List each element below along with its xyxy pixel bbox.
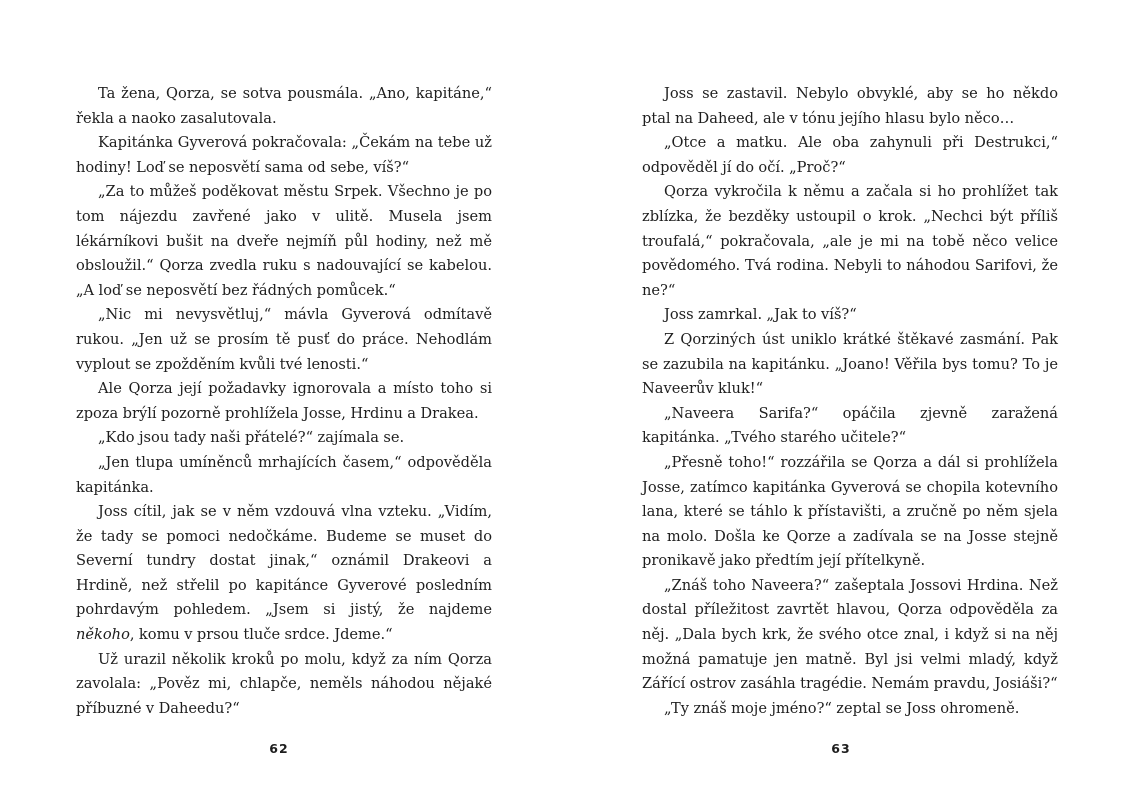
emphasized-word: někoho	[76, 626, 130, 644]
paragraph: „Za to můžeš poděkovat městu Srpek. Všechno je po tom nájezdu zavřené jako v ulitě. Musela jsem lékárníkovi bušit na dveře nejmíň půl hodiny, než mě obsloužil.“ Qorza zvedla ruku s nadouvající se kabelou. „A loď se neposvětí bez řádných pomůcek.“	[76, 183, 492, 299]
paragraph: „Přesně toho!“ rozzářila se Qorza a dál si prohlížela Josse, zatímco kapitánka Gyverová se chopila kotevního lana, které se táhlo k přístavišti, a zručně po něm sjela na molo. Došla ke Qorze a zadívala se na Josse stejně pronikavě jako předtím její přítelkyně.	[642, 453, 1058, 570]
page-number: 63	[831, 741, 851, 756]
paragraph: Ta žena, Qorza, se sotva pousmála. „Ano, kapitáne,“ řekla a naoko zasalutovala.	[76, 85, 492, 127]
paragraph: Už urazil několik kroků po molu, když za ním Qorza zavolala: „Pověz mi, chlapče, neměls náhodou nějaké příbuzné v Daheedu?“	[76, 650, 492, 717]
paragraph-text: , komu v prsou tluče srdce. Jdeme.“	[129, 626, 393, 644]
left-page-text	[76, 82, 492, 721]
paragraph: „Znáš toho Naveera?“ zašeptala Jossovi Hrdina. Než dostal příležitost zavrtět hlavou, Qorza odpověděla za něj. „Dala bych krk, že svého otce znal, i když si na něj možná pamatuje jen matně. Byl jsi velmi mladý, když Zářící ostrov zasáhla tragédie. Nemám pravdu, Josiáši?“	[642, 576, 1058, 693]
paragraph: Joss se zastavil. Nebylo obvyklé, aby se ho někdo ptal na Daheed, ale v tónu jejího hlasu bylo něco…	[642, 85, 1058, 127]
paragraph: „Jen tlupa umíněnců mrhajících časem,“ odpověděla kapitánka.	[76, 453, 492, 496]
paragraph: Kapitánka Gyverová pokračovala: „Čekám na tebe už hodiny! Loď se neposvětí sama od sebe, víš?“	[76, 134, 492, 176]
paragraph: „Naveera Sarifa?“ opáčila zjevně zaražená kapitánka. „Tvého starého učitele?“	[642, 404, 1058, 447]
page-number: 62	[269, 741, 289, 756]
right-page-text	[642, 82, 1058, 721]
paragraph: „Ty znáš moje jméno?“ zeptal se Joss ohromeně.	[664, 699, 1020, 717]
paragraph-text: Joss cítil, jak se v něm vzdouvá vlna vzteku. „Vidím, že tady se pomoci nedočkáme. Budeme se muset do Severní tundry dostat jinak,“ oznámil Drakeovi a Hrdině, než střelil po kapitánce Gyverové posledním pohrdavým pohledem. „Jsem si jistý, že najdeme	[76, 503, 492, 619]
paragraph: Z Qorziných úst uniklo krátké štěkavé zasmání. Pak se zazubila na kapitánku. „Joano! Věřila bys tomu? To je Naveerův kluk!“	[642, 330, 1058, 398]
paragraph-with-emphasis	[76, 500, 492, 648]
paragraph: „Otce a matku. Ale oba zahynuli při Destrukci,“ odpověděl jí do očí. „Proč?“	[642, 134, 1058, 176]
paragraph: Ale Qorza její požadavky ignorovala a místo toho si zpoza brýlí pozorně prohlížela Josse, Hrdinu a Drakea.	[76, 380, 492, 422]
paragraph: „Nic mi nevysvětluj,“ mávla Gyverová odmítavě rukou. „Jen už se prosím tě pusť do práce. Nehodlám vyplout se zpožděním kvůli tvé lenosti.“	[76, 306, 492, 373]
paragraph: Joss zamrkal. „Jak to víš?“	[664, 306, 857, 324]
right-page	[566, 0, 1132, 800]
paragraph: Qorza vykročila k němu a začala si ho prohlížet tak zblízka, že bezděky ustoupil o krok. „Nechci být příliš troufalá,“ pokračovala, „ale je mi na tobě něco velice povědomého. Tvá rodina. Nebyli to náhodou Sarifovi, že ne?“	[642, 183, 1058, 299]
paragraph: „Kdo jsou tady naši přátelé?“ zajímala se.	[98, 429, 405, 447]
